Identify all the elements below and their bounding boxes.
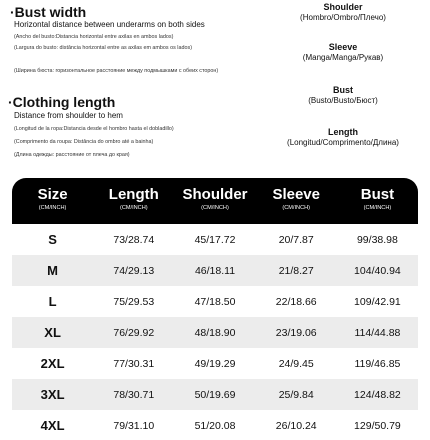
cell-size: L bbox=[48, 294, 57, 309]
legend-translation: (Hombro/Ombro/Плечо) bbox=[300, 13, 386, 22]
table-row bbox=[12, 286, 418, 317]
cell-sleeve: 22/18.66 bbox=[275, 295, 317, 308]
legend-translation: (Manga/Manga/Рукав) bbox=[302, 53, 384, 62]
header-sleeve bbox=[256, 178, 337, 224]
header-unit: (CM/INCH) bbox=[363, 205, 392, 211]
bust-width-title: ·Bust width bbox=[10, 4, 87, 20]
header-size bbox=[12, 178, 93, 224]
cell-length: 79/31.10 bbox=[113, 419, 155, 432]
header-label: Sleeve bbox=[272, 186, 320, 203]
cell-bust: 114/44.88 bbox=[354, 326, 401, 339]
cell-shoulder: 46/18.11 bbox=[194, 264, 236, 277]
table-row bbox=[12, 224, 418, 255]
table-row bbox=[12, 348, 418, 379]
bust-width-note-pt: (Largura do busto: distância horizontal entre as axilas em ambos os lados) bbox=[14, 45, 192, 51]
cell-length: 77/30.31 bbox=[113, 357, 155, 370]
legend-label: Length bbox=[328, 127, 358, 137]
table-row bbox=[12, 255, 418, 286]
cell-sleeve: 20/7.87 bbox=[278, 233, 314, 246]
size-chart-table bbox=[12, 178, 418, 440]
cell-bust: 109/42.91 bbox=[354, 295, 401, 308]
header-label: Shoulder bbox=[182, 186, 248, 203]
legend-translation: (Busto/Busto/Бюст) bbox=[308, 96, 378, 105]
cell-sleeve: 26/10.24 bbox=[275, 419, 317, 432]
cell-size: XL bbox=[44, 325, 61, 340]
cell-shoulder: 48/18.90 bbox=[194, 326, 236, 339]
cell-length: 75/29.53 bbox=[113, 295, 155, 308]
cell-shoulder: 45/17.72 bbox=[194, 233, 236, 246]
clothing-length-description: Distance from shoulder to hem bbox=[14, 111, 123, 120]
cell-size: 2XL bbox=[40, 356, 65, 371]
header-length bbox=[93, 178, 174, 224]
cell-bust: 129/50.79 bbox=[354, 419, 401, 432]
cell-bust: 104/40.94 bbox=[354, 264, 401, 277]
cell-sleeve: 23/19.06 bbox=[275, 326, 317, 339]
cell-sleeve: 21/8.27 bbox=[278, 264, 314, 277]
legend-label: Sleeve bbox=[328, 42, 358, 52]
bust-width-note-es: (Ancho del busto:Distancia horizontal entre axilas en ambos lados) bbox=[14, 34, 174, 40]
header-bust bbox=[337, 178, 418, 224]
cell-sleeve: 25/9.84 bbox=[278, 388, 314, 401]
legend-length bbox=[262, 127, 424, 147]
clothing-length-note-pt: (Comprimento da roupa: Distância do ombro até a bainha) bbox=[14, 139, 154, 145]
header-unit: (CM/INCH) bbox=[119, 205, 148, 211]
cell-size: 4XL bbox=[40, 418, 65, 433]
cell-bust: 124/48.82 bbox=[354, 388, 401, 401]
bust-width-description: Horizontal distance between underarms on both sides bbox=[14, 20, 205, 29]
legend-sleeve bbox=[262, 42, 424, 62]
cell-length: 76/29.92 bbox=[113, 326, 155, 339]
clothing-length-title: ·Clothing length bbox=[8, 94, 116, 110]
header-label: Size bbox=[37, 186, 68, 203]
table-row bbox=[12, 410, 418, 440]
clothing-length-note-es: (Longitud de la ropa:Distancia desde el hombro hasta el dobladillo) bbox=[14, 126, 174, 132]
legend-label: Shoulder bbox=[323, 2, 363, 12]
table-header bbox=[12, 178, 418, 224]
cell-length: 74/29.13 bbox=[113, 264, 155, 277]
cell-sleeve: 24/9.45 bbox=[278, 357, 314, 370]
legend-bust bbox=[262, 85, 424, 105]
cell-bust: 99/38.98 bbox=[356, 233, 398, 246]
cell-length: 78/30.71 bbox=[113, 388, 155, 401]
cell-shoulder: 51/20.08 bbox=[194, 419, 236, 432]
header-unit: (CM/INCH) bbox=[282, 205, 311, 211]
legend-label: Bust bbox=[333, 85, 353, 95]
cell-shoulder: 49/19.29 bbox=[194, 357, 236, 370]
header-unit: (CM/INCH) bbox=[201, 205, 229, 211]
cell-shoulder: 47/18.50 bbox=[194, 295, 236, 308]
cell-size: M bbox=[47, 263, 59, 278]
cell-bust: 119/46.85 bbox=[354, 357, 401, 370]
legend-translation: (Longitud/Comprimento/Длина) bbox=[287, 138, 399, 147]
clothing-length-note-ru: (Длина одежды: расстояние от плеча до края) bbox=[14, 152, 130, 158]
legend-shoulder bbox=[262, 2, 424, 22]
cell-length: 73/28.74 bbox=[113, 233, 155, 246]
header-label: Bust bbox=[360, 186, 395, 203]
bust-width-note-ru: (Ширина бюста: горизонтальное расстояние между подмышками с обеих сторон) bbox=[14, 68, 219, 74]
header-label: Length bbox=[108, 186, 159, 203]
cell-size: S bbox=[48, 232, 57, 247]
cell-size: 3XL bbox=[40, 387, 65, 402]
table-row bbox=[12, 379, 418, 410]
table-row bbox=[12, 317, 418, 348]
cell-shoulder: 50/19.69 bbox=[194, 388, 236, 401]
header-shoulder bbox=[174, 178, 255, 224]
header-unit: (CM/INCH) bbox=[38, 205, 67, 211]
